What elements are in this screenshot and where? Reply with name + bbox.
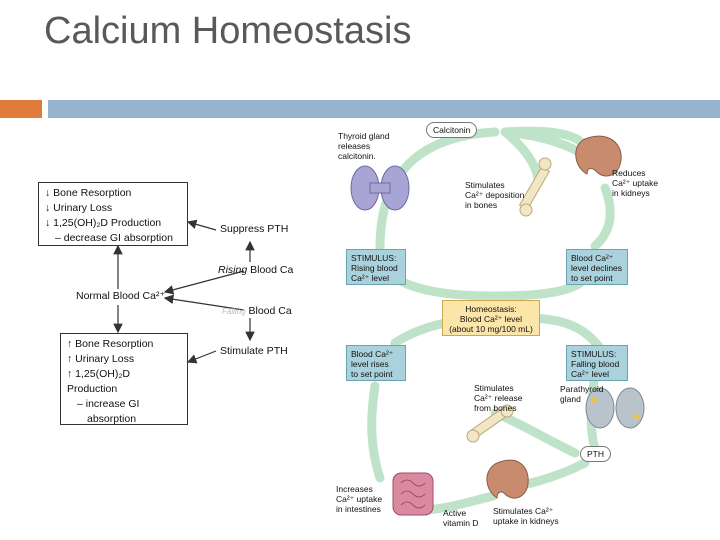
box-line-1: ↑ Bone Resorption — [67, 338, 154, 350]
box-stimulus-rising — [346, 249, 406, 285]
rising-word: Rising — [218, 264, 248, 276]
path-to-homeo-top — [395, 278, 580, 296]
path-pth-to-bone — [495, 413, 575, 453]
label-reduces-uptake: Reduces Ca²⁺ uptake in kidneys — [612, 168, 659, 198]
label-increases-uptake: Increases Ca²⁺ uptake in intestines — [336, 484, 383, 514]
label-parathyroid-gland: Parathyroid gland — [560, 384, 604, 404]
box-line-3: ↓ 1,25(OH)₂D Production — [45, 217, 162, 229]
label-active-vitamin-d: Active vitamin D — [443, 508, 479, 528]
box-line-2: ↑ Urinary Loss — [67, 353, 135, 365]
label-rising-blood-ca — [218, 264, 293, 276]
arrow-stimulate-to-box — [188, 351, 216, 362]
box-line-2: ↓ Urinary Loss — [45, 202, 113, 214]
label-suppress-pth: Suppress PTH — [220, 223, 289, 235]
box-line-4: – decrease GI absorption — [55, 232, 173, 244]
label-stimulates-release: Stimulates Ca²⁺ release from bones — [474, 383, 523, 413]
homeostasis-text: Homeostasis: Blood Ca²⁺ level (about 10 mg/100 mL) — [449, 304, 533, 334]
box-blood-declines — [566, 249, 628, 285]
label-normal-blood-ca: Normal Blood Ca²⁺ — [76, 290, 165, 302]
label-falling-blood-ca — [222, 305, 292, 317]
box-line-3: ↑ 1,25(OH)₂D Production — [67, 368, 131, 395]
label-calcitonin: Calcitonin — [426, 122, 477, 138]
kidney-bottom-illustration — [487, 460, 528, 498]
box-increase-effects — [60, 333, 188, 425]
stimulus-falling-text: STIMULUS: Falling blood Ca²⁺ level — [571, 349, 620, 379]
stimulus-rising-text: STIMULUS: Rising blood Ca²⁺ level — [351, 253, 398, 283]
box-homeostasis — [442, 300, 540, 336]
blood-rises-text: Blood Ca²⁺ level rises to set point — [351, 349, 394, 379]
label-thyroid-releases: Thyroid gland releases calcitonin. — [338, 131, 390, 161]
box-line-4: – increase GI — [77, 398, 140, 410]
blood-ca-text: Blood Ca — [250, 264, 294, 276]
box-stimulus-falling — [566, 345, 628, 381]
box-line-1: ↓ Bone Resorption — [45, 187, 132, 199]
arrow-suppress-to-box — [188, 222, 216, 230]
label-stimulates-kidney: Stimulates Ca²⁺ uptake in kidneys — [493, 506, 559, 526]
label-stimulates-deposition: Stimulates Ca²⁺ deposition in bones — [465, 180, 525, 210]
box-line-5: absorption — [87, 413, 137, 425]
box-decrease-effects — [38, 182, 188, 246]
label-pth: PTH — [580, 446, 611, 462]
thyroid-illustration — [351, 166, 409, 210]
label-stimulate-pth: Stimulate PTH — [220, 345, 288, 357]
path-intestine-up — [372, 386, 380, 478]
page-title: Calcium Homeostasis — [44, 10, 412, 52]
intestine-illustration — [393, 473, 433, 515]
path-right-down — [595, 188, 610, 246]
blood-ca-text: Blood Ca — [248, 305, 292, 317]
falling-word: Falling — [222, 307, 246, 316]
blood-declines-text: Blood Ca²⁺ level declines to set point — [571, 253, 623, 283]
box-blood-rises — [346, 345, 406, 381]
